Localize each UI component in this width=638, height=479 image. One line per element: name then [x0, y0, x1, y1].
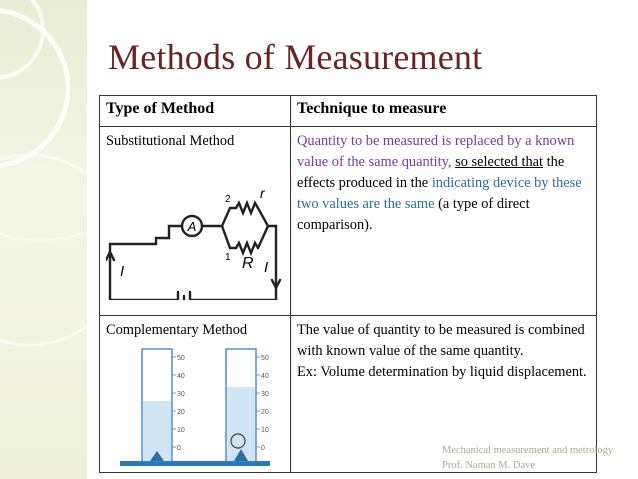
scale-left-30: 30 [177, 391, 185, 398]
scale-right-20: 20 [261, 409, 269, 416]
table-row [100, 127, 597, 316]
technique-text-purple: Quantity to be measured is replaced by a known value of the same quantity [297, 133, 575, 170]
scale-right-40: 40 [261, 373, 269, 380]
scale-left-0: 0 [177, 445, 181, 452]
technique-text-plain: the effects produced in the [297, 154, 565, 191]
technique-description: The value of quantity to be measured is combined with known value of the same quantity. [297, 322, 585, 359]
scale-right-30: 30 [261, 391, 269, 398]
technique-cell [291, 127, 597, 316]
method-name: Complementary Method [106, 322, 248, 338]
scale-left-20: 20 [177, 409, 185, 416]
node-1-label: 1 [225, 252, 231, 263]
scale-right-10: 10 [261, 427, 269, 434]
current-right-label: I [264, 259, 269, 276]
decorative-circles [0, 0, 87, 479]
technique-comma: , [447, 154, 452, 170]
footer-course: Mechanical measurement and metrology [442, 445, 614, 456]
slide-title: Methods of Measurement [108, 37, 483, 77]
scale-left-50: 50 [177, 355, 185, 362]
scale-right-0: 0 [261, 445, 265, 452]
resistor-R-label: R [242, 255, 254, 272]
current-left-label: I [120, 263, 125, 280]
method-cell [100, 316, 291, 473]
footer-author: Prof. Naman M. Dave [442, 460, 536, 471]
footer [442, 443, 613, 473]
scale-right-50: 50 [261, 355, 269, 362]
table-header-row [100, 96, 597, 127]
circuit-diagram [106, 160, 282, 300]
header-type-of-method: Type of Method [100, 96, 291, 127]
technique-example: Ex: Volume determination by liquid displacement. [297, 364, 587, 380]
resistor-r-label: r [260, 185, 265, 201]
scale-left-40: 40 [177, 373, 185, 380]
scale-left-10: 10 [177, 427, 185, 434]
technique-underlined: so selected that [455, 154, 544, 170]
technique-text-blue: indicating device by these two values are the same [297, 175, 582, 212]
technique-text-end: (a type of direct comparison). [297, 196, 530, 233]
ammeter-label: A [187, 219, 197, 234]
cylinders-diagram [106, 345, 282, 467]
method-cell [100, 127, 291, 316]
methods-table [99, 95, 597, 473]
header-technique: Technique to measure [291, 96, 597, 127]
node-2-label: 2 [225, 194, 231, 205]
method-name: Substitutional Method [106, 133, 235, 149]
decorative-sidebar [0, 0, 87, 479]
cylinder-base [120, 461, 270, 466]
